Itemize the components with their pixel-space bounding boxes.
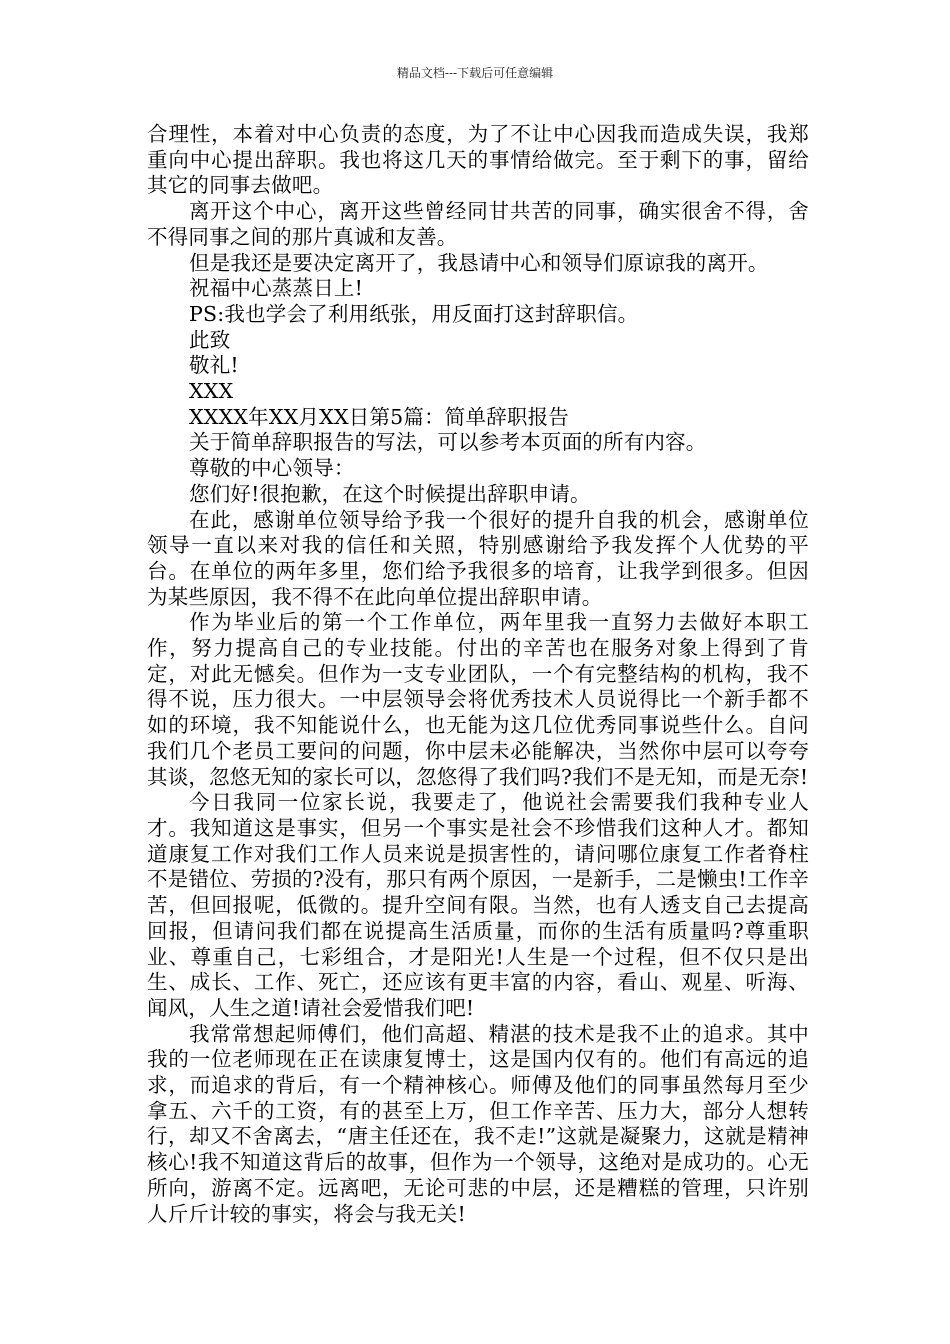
paragraph-thanks: 在此，感谢单位领导给予我一个很好的提升自我的机会，感谢单位领导一直以来对我的信任和关照，特别感谢给予我发挥个人优势的平台。在单位的两年多里，您们给予我很多的培育，让我学到很多。但因为某些原因，我不得不在此向单位提出辞职申请。 [147, 507, 809, 609]
paragraph-reference-note: 关于简单辞职报告的写法，可以参考本页面的所有内容。 [189, 430, 707, 455]
paragraph-leaving-colleagues: 离开这个中心，离开这些曾经同甘共苦的同事，确实很舍不得，舍不得同事之间的那片真诚和友善。 [147, 199, 809, 249]
paragraph-society: 今日我同一位家长说，我要走了，他说社会需要我们我种专业人才。我知道这是事实，但另一个事实是社会不珍惜我们这种人才。都知道康复工作对我们工作人员来说是损害性的，请问哪位康复工作者脊柱不是错位、劳损的?没有，那只有两个原因，一是新手，二是懒虫!工作辛苦，但回报呢，低微的。提升空间有限。当然，也有人透支自己去提高回报，但请问我们都在说提高生活质量，而你的生活有质量吗?尊重职业、尊重自己，七彩组合，才是阳光!人生是一个过程，但不仅只是出生、成长、工作、死亡，还应该有更丰富的内容，看山、观星、听海、闻风，人生之道!请社会爱惜我们吧! [147, 790, 809, 1020]
signature-name: XXX [189, 379, 234, 404]
paragraph-resignation-reason: 合理性，本着对中心负责的态度，为了不让中心因我而造成失误，我郑重向中心提出辞职。我也将这几天的事情给做完。至于剩下的事，留给其它的同事去做吧。 [147, 122, 809, 198]
document-body [147, 122, 809, 1227]
paragraph-ps: PS:我也学会了利用纸张，用反面打这封辞职信。 [189, 301, 639, 326]
closing-salutation: 此致 [189, 327, 231, 352]
paragraph-apology: 您们好!很抱歉，在这个时候提出辞职申请。 [189, 481, 591, 506]
page-header: 精品文档---下载后可任意编辑 [396, 66, 554, 80]
paragraph-work-experience: 作为毕业后的第一个工作单位，两年里我一直努力去做好本职工作，努力提高自己的专业技能。付出的辛苦也在服务对象上得到了肯定，对此无憾矣。但作为一支专业团队，一个有完整结构的机构，我不得不说，压力很大。一中层领导会将优秀技术人员说得比一个新手都不如的环境，我不知能说什么，也无能为这几位优秀同事说些什么。自问我们几个老员工要问的问题，你中层未必能解决，当然你中层可以夸夸其谈，忽悠无知的家长可以，忽悠得了我们吗?我们不是无知，而是无奈! [147, 610, 809, 789]
paragraph-blessing: 祝福中心蒸蒸日上! [189, 276, 364, 301]
paragraph-decision: 但是我还是要决定离开了，我恳请中心和领导们原谅我的离开。 [189, 250, 769, 275]
closing-regards: 敬礼! [189, 353, 239, 378]
paragraph-mentors: 我常常想起师傅们，他们高超、精湛的技术是我不止的追求。其中我的一位老师现在正在读康复博士，这是国内仅有的。他们有高远的追求，而追求的背后，有一个精神核心。师傅及他们的同事虽然每月至少拿五、六千的工资，有的甚至上万，但工作辛苦、压力大，部分人想转行，却又不舍离去，“唐主任还在，我不走!”这就是凝聚力，这就是精神核心!我不知道这背后的故事，但作为一个领导，这绝对是成功的。心无所向，游离不定。远离吧，无论可悲的中层，还是糟糕的管理，只许别人斤斤计较的事实，将会与我无关! [147, 1021, 809, 1226]
letter-greeting: 尊敬的中心领导： [189, 456, 355, 481]
section-title-line: XXXX年XX月XX日第5篇：简单辞职报告 [189, 404, 569, 429]
